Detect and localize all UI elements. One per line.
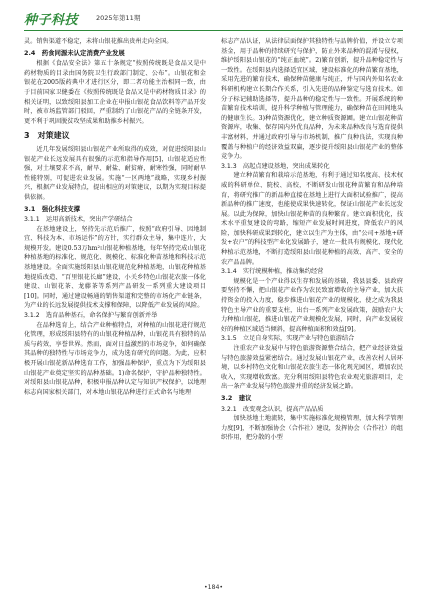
right-subsection-heading: 3.2 建议 [221, 393, 252, 402]
left-subsubsection-heading: 3.1.1 运用高新技术，突出产学研结合 [24, 216, 133, 224]
right-subsubsection-heading: 3.2.1 改变观念认识，提高产品品质 [221, 405, 324, 413]
left-column [24, 37, 206, 397]
left-subsection-heading: 3.1 强化科技支撑 [24, 204, 81, 213]
right-subsubsection-heading: 3.1.5 立足自身实际，实现产业与特色旅游结合 [221, 335, 355, 343]
page-number: •184• [203, 584, 224, 591]
right-subsubsection-heading: 3.1.3 高起点建设基地，突出成果转化 [221, 162, 330, 170]
right-paragraph: 标志产品认证，从法律层面保护其独特性与品牌价值，并设立专项基金，用于品种的持续研究与保护，防止外来品种的混淆与侵权，维护绥阳县山银花的“纯正血统”。2)繁育创新，提升品种稳定性与一致性。在绥阳县内选择适宜区域，建设标准化的种苗繁育基地，采用先进的繁育技术，确保种苗健康与纯正，并与国内外知名农业科研机构建立长期合作关系，引入先进的品种鉴定与选育技术。如分子标记辅助选择等，提升品种的稳定性与一致性。开展系统的种苗繁育技术培训，提升科学种植与管理能力，确保种苗在田间地头的健康生长。3)种苗资源优化，建立种质资源圃。建立山银花种苗资源库，收集、保存国内外优良品种，为未来品种改良与选育提供丰富材料，并通过政府引导与市场机制，推广良种良法，实现良种覆盖与种植户的经济效益双赢，逐步提升绥阳县山银花产业的整体竞争力。 [221, 38, 403, 161]
left-paragraph: 近几年发展绥阳县山银花产业所取得的成效，对促进绥阳县山银花产业长远发展具有很强的示范和指导作用[5]，山银花适应性强，对土壤要求不高，耐旱、耐盐、耐贫瘠，耐寒性强，同时耐旱性能特别，可促进农业发展。实施“一区两地”战略，实现乡村振兴，根据产业发展特点，提出相应的对策建议，以期为实现目标提供依据。 [24, 145, 206, 201]
right-subsubsection-heading: 3.1.4 实行统模种植，推动集约经营 [221, 268, 324, 276]
left-paragraph: 灵。销售渠道不稳定，未将山银花推出贵州走向全国。 [24, 38, 173, 45]
left-subsection-heading: 2.4 药食同源未认定消费产业发展 [24, 48, 125, 57]
journal-logo: 种子科技 [24, 13, 79, 28]
page-header [24, 8, 403, 30]
header-rule [24, 30, 403, 31]
right-paragraph: 加快基地土地流转，集中实施标准化规模管理，加大科学管理力度[9]，不断加强协会（合作社）建设，发挥协会（合作社）的组织作用，把分散的小型 [221, 415, 404, 442]
left-section-heading: 3 对策建议 [24, 131, 70, 141]
right-paragraph: 建立种苗繁育和栽培示范基地，有利于通过知名度高、技术权威的科研单位、院校、高校，不断研发山银花种苗繁育和品种培育，将研究推广的新品种直接在基地上进行大面积试验推广，提高新品种的推广速度，也能使成果快速转化，保证山银花产业长远发展。以此为保障，加快山银花种苗的良种繁育。建立面积优化，技术水平重复建设的弯路，缩短产业发展时间进度，降低农户的风险，加快科研成果到转化，建立以生产为主体，由“公司+基地+研发+农户”的科技型产业化发展路子，建立一批具有规模化、现代化种植示范基地，不断打造绥阳县山银花种植的高效、高产、安全的农产品品牌。 [221, 172, 403, 266]
left-subsubsection-heading: 3.1.2 选育品种基石，命名保护与繁育创新并举 [24, 312, 158, 320]
left-paragraph: 根据《食品安全法》第五十条规定“按照传统既是食品又是中药材物质的目录由国务院卫生行政部门制定、公布”。山银花和金银花在2005版药典中才进行区分，即二者功能主治相同一致，由于目前国家卫健委在《按照传统既是食品又是中药材物质目录》的相关证明，以致绥阳县加工企业在申报山银花食品饮料等产品开发时，被市场监管部门驳回，严重制约了山银花产品的全链条开发，更不利于巩固脱贫攻坚成果和助推乡村振兴。 [24, 60, 206, 125]
right-paragraph: 规模化是一个产业得以生存和发展的基础，我县县委、县政府要坚持不懈，把山银花产业作为农民致富增收的主导产业，加大扶持资金的投入力度，稳步推进山银花产业的规模化，使之成为我县特色主导产业的重要支柱，出台一系列产业发展政策，鼓励农户大力种植山银花，推进山银花产业规模化发展，同时，向产业发展较好的种植区域适当倾斜，提高种植面积和效益[9]。 [221, 277, 403, 333]
right-column [221, 37, 403, 443]
left-paragraph: 在基地建设上，坚持先示范后推广，按照“政府引导、因地制宜、科技为本、市场运作”的方针，实行群众主导，集中连片，大规模开发。建设0.53万hm²山银花种植基地，每年坚持完成山银花种植基地的标准化、规范化、规模化、标准化种苗基地和科技示范基地建设。全面实施绥阳县山银花规范化种植基地，山银花种植基地提质改造、“百里银花长廊”建设，小关乡特色山银花农旅一体化建设、山银花茶、龙藤茶等系列产品研发一系列重大建设项目[10]。同时，通过建设畅通的销售渠道和完整的市场化产业链条，为产业的长远发展提供技术支撑和保障，以降低产业发展的风险。 [24, 225, 206, 310]
issue-label: 2025年第11期 [96, 14, 141, 22]
left-paragraph: 在品种选育上，结合产业种植特点，对种植的山银花进行规范化管理，形成绥阳县特有的山银花种植品种，山银花具有独特的品质与药效，享誉世界。然而，面对日益激烈的市场竞争，如何确保其品种的独特性与市场竞争力，成为选育研究的问题。为此，应积极开展山银花新品种选育工作，加强品种保护，重点为下为绥阳县山银花产业奠定坚实的品种基础。1)命名保护，守护品种独特性。对绥阳县山银花品种，积极申报品种认定与知识产权保护，以地理标志向国家相关部门，对本地山银花品种进行正式命名与地理 [24, 321, 206, 396]
right-paragraph: 注重农产业发展中与特色旅游资源整合结合，把产业经济效益与特色旅游效益紧密结合。通过发展山银花产业，改善农村人居环境，以乡村特色文化和山银花农旅生态一体化观光园区，增加农民收入，实现增收致富。充分利用绥阳县特色农业观光旅游项目，走出一条产业发展与特色旅游并重的经济发展之路。 [221, 345, 403, 391]
